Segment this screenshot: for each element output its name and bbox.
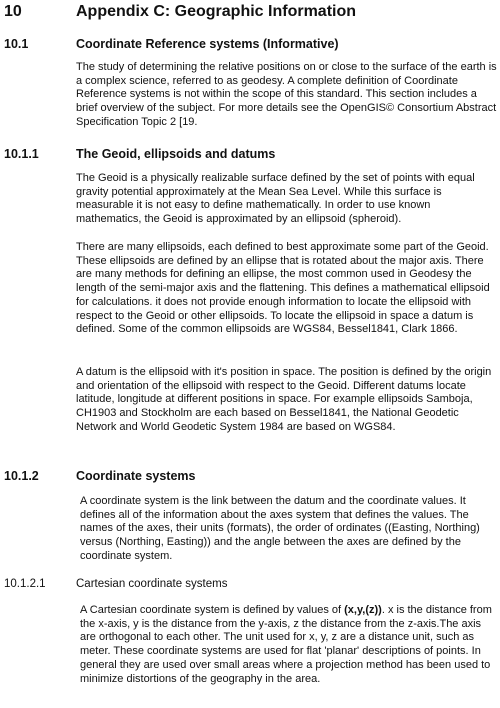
cartesian-notation: (x,y,(z))	[344, 604, 382, 616]
paragraph-cartesian-lead: A Cartesian coordinate system is defined by values of	[80, 604, 345, 616]
section-title: Cartesian coordinate systems	[76, 578, 228, 590]
paragraph-geoid: The Geoid is a physically realizable surface defined by the set of points with equal gravity potential approximately at the Mean Sea Level. While this surface is measurable it is not easy to define mathematically. In order to use known mathematics, the Geoid is approximated by an ellipsoid (spheroid).	[76, 172, 475, 226]
section-number: 10.1.2.1	[4, 578, 46, 590]
section-number: 10.1	[4, 37, 29, 51]
paragraph-cartesian-rest: . x is the distance from the x-axis, y is the distance from the y-axis, z the distance from the z-axis.The axis are orthogonal to each other. The unit used for x, y, z are a distance unit, such as meter. These coordinate systems are used for flat 'planar' descriptions of points. In general they are used over small areas where a projection method has been used to minimize distortions of the geography in the area.	[80, 604, 492, 685]
section-number: 10.1.1	[4, 147, 39, 161]
chapter-number: 10	[4, 3, 22, 20]
paragraph-datum: A datum is the ellipsoid with it's position in space. The position is defined by the origin and orientation of the ellipsoid with respect to the Geoid. Different datums locate latitude, longitude at different positions in space. For example ellipsoids Samboja, CH1903 and Stockholm are each based on Bessel1841, the National Geodetic Network and World Geodetic System 1984 are based on WGS84.	[76, 366, 492, 433]
section-title: Coordinate Reference systems (Informative)	[76, 37, 339, 51]
paragraph-cartesian	[80, 604, 498, 686]
paragraph-coordinate-systems: A coordinate system is the link between the datum and the coordinate values. It defines all of the information about the axes system that defines the values. The names of the axes, their units (formats), the order of ordinates ((Easting, Northing) versus (Northing, Easting)) and the angle between the axes are defined by the coordinate system.	[80, 495, 480, 562]
section-title: Coordinate systems	[76, 469, 196, 483]
paragraph-ellipsoids: There are many ellipsoids, each defined to best approximate some part of the Geoid. These ellipsoids are defined by an ellipse that is rotated about the major axis. There are many methods for defining an ellipse, the most common used in Geodesy the length of the semi-major axis and the flattening. This defines a mathematical ellipsoid for calculations. it does not provide enough information to locate the ellipsoid with respect to the Geoid or other ellipsoids. To locate the ellipsoid in space a datum is defined. Some of the common ellipsoids are WGS84, Bessel1841, Clark 1866.	[76, 241, 490, 336]
section-title: The Geoid, ellipsoids and datums	[76, 147, 276, 161]
paragraph-intro: The study of determining the relative positions on or close to the surface of the earth is a complex science, referred to as geodesy. A complete definition of Coordinate Reference systems is not within the scope of this standard. This section includes a brief overview of the subject. For more details see the OpenGIS© Consortium Abstract Specification Topic 2 [19.	[76, 61, 497, 128]
chapter-title: Appendix C: Geographic Information	[76, 3, 357, 20]
section-number: 10.1.2	[4, 469, 39, 483]
